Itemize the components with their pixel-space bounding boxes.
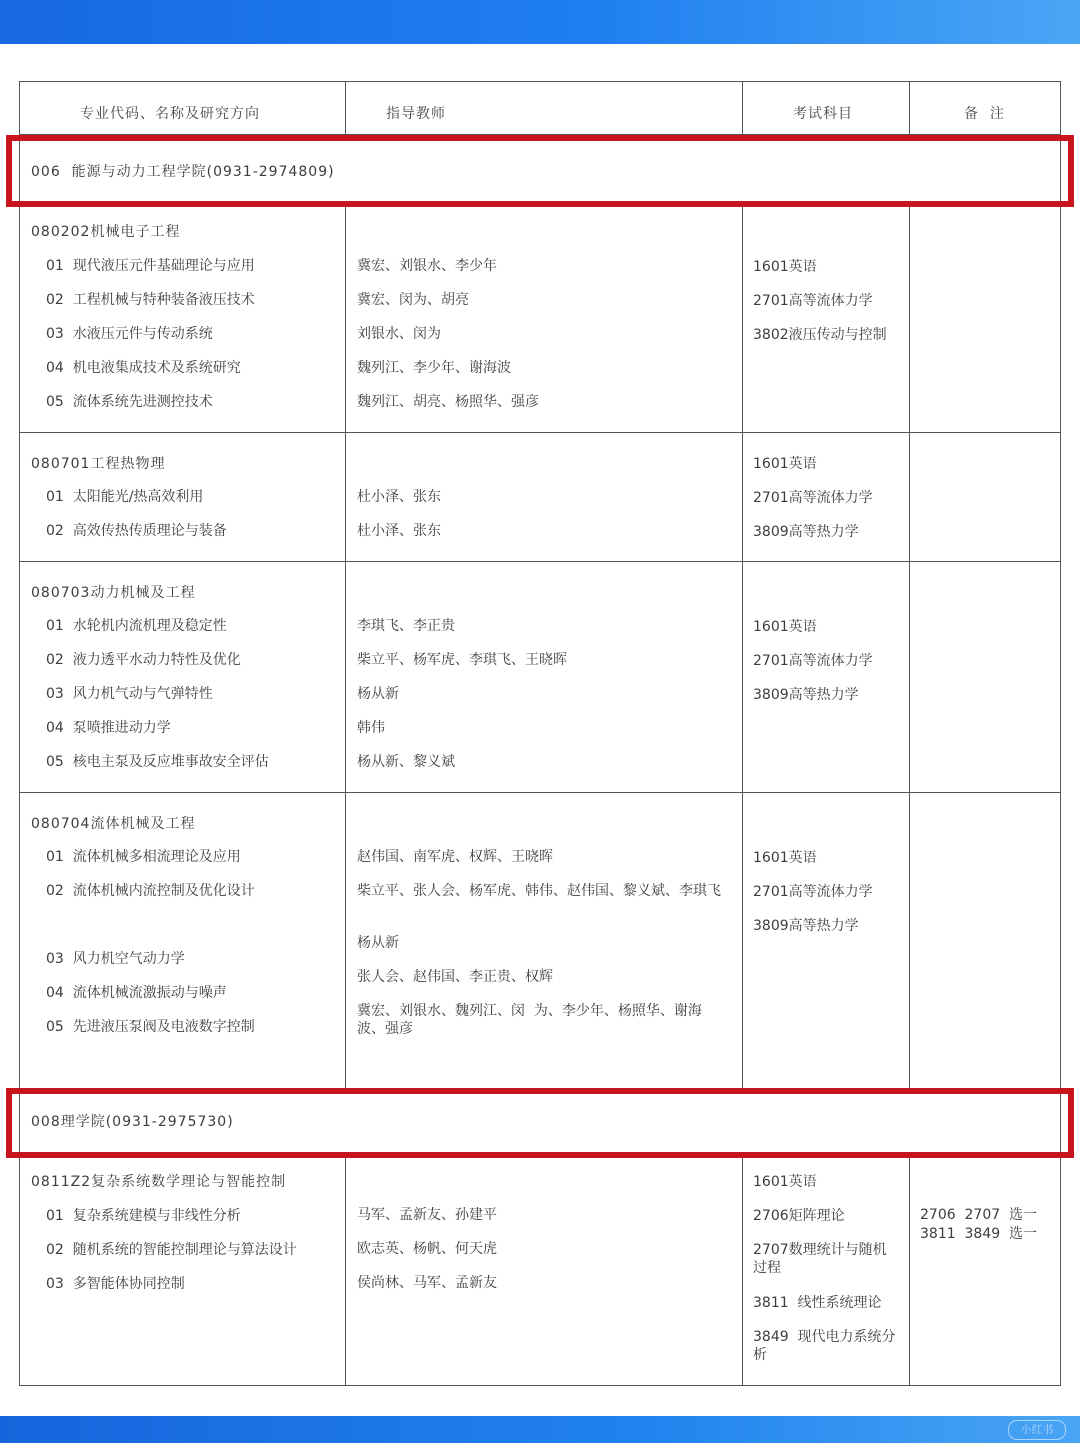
row-divider (19, 561, 1061, 562)
advisor-item: 魏列江、胡亮、杨照华、强彦 (357, 394, 539, 410)
advisor-item: 侯尚林、马军、孟新友 (357, 1275, 497, 1291)
advisor-item: 杨从新 (357, 686, 399, 702)
advisor-item: 杜小泽、张东 (357, 489, 441, 505)
advisor-item: 欧志英、杨帆、何天虎 (357, 1241, 497, 1257)
advisor-item: 李琪飞、李正贵 (357, 618, 455, 634)
exam-item: 1601英语 (753, 456, 817, 472)
exam-item: 3811 线性系统理论 (753, 1295, 882, 1311)
exam-item: 3849 现代电力系统分析 (753, 1329, 896, 1363)
row-divider (19, 432, 1061, 433)
header-remark: 备 注 (964, 106, 1005, 122)
major-title: 080701工程热物理 (31, 456, 166, 472)
major-title: 080202机械电子工程 (31, 224, 181, 240)
col-divider (742, 81, 743, 135)
exam-item: 2707数理统计与随机过程 (753, 1242, 887, 1276)
advisor-item: 冀宏、刘银水、魏列江、闵 为、李少年、杨照华、谢海波、强彦 (357, 1003, 702, 1037)
col-divider (345, 81, 346, 135)
exam-item: 1601英语 (753, 259, 817, 275)
col-divider (909, 81, 910, 135)
major-title: 080703动力机械及工程 (31, 585, 196, 601)
col-divider (909, 205, 910, 1090)
exam-item: 2701高等流体力学 (753, 490, 873, 506)
direction-item: 05 流体系统先进测控技术 (46, 394, 213, 410)
remark-line: 3811 3849 选一 (920, 1226, 1038, 1242)
direction-item: 04 泵喷推进动力学 (46, 720, 171, 736)
exam-item: 2706矩阵理论 (753, 1208, 845, 1224)
header-exam: 考试科目 (793, 106, 853, 122)
exam-item: 3809高等热力学 (753, 687, 859, 703)
direction-item: 04 流体机械流激振动与噪声 (46, 985, 227, 1001)
bottom-banner (0, 1416, 1080, 1443)
header-major: 专业代码、名称及研究方向 (80, 106, 260, 122)
major-title: 0811Z2复杂系统数学理论与智能控制 (31, 1174, 287, 1190)
col-divider (742, 1156, 743, 1386)
highlight-box (6, 135, 1074, 207)
row-divider (19, 792, 1061, 793)
exam-item: 1601英语 (753, 619, 817, 635)
exam-item: 3802液压传动与控制 (753, 327, 887, 343)
exam-item: 2701高等流体力学 (753, 653, 873, 669)
direction-item: 03 水液压元件与传动系统 (46, 326, 213, 342)
exam-item: 2701高等流体力学 (753, 884, 873, 900)
highlight-box (6, 1088, 1074, 1158)
col-divider (909, 1156, 910, 1386)
advisor-item: 冀宏、闵为、胡亮 (357, 292, 469, 308)
header-advisor: 指导教师 (386, 106, 446, 122)
advisor-item: 赵伟国、南军虎、权辉、王晓晖 (357, 849, 553, 865)
direction-item: 03 风力机气动与气弹特性 (46, 686, 213, 702)
exam-item: 2701高等流体力学 (753, 293, 873, 309)
direction-item: 01 太阳能光/热高效利用 (46, 489, 204, 505)
direction-item: 02 液力透平水动力特性及优化 (46, 652, 241, 668)
advisor-item: 冀宏、刘银水、李少年 (357, 258, 497, 274)
direction-item: 02 工程机械与特种装备液压技术 (46, 292, 255, 308)
top-banner (0, 0, 1080, 44)
advisor-item: 杜小泽、张东 (357, 523, 441, 539)
advisor-item: 柴立平、张人会、杨军虎、韩伟、赵伟国、黎义斌、李琪飞 (357, 883, 721, 899)
direction-item: 02 高效传热传质理论与装备 (46, 523, 227, 539)
exam-item: 3809高等热力学 (753, 918, 859, 934)
advisor-item: 杨从新 (357, 935, 399, 951)
direction-item: 02 流体机械内流控制及优化设计 (46, 883, 255, 899)
direction-item: 05 先进液压泵阀及电液数字控制 (46, 1019, 255, 1035)
advisor-item: 柴立平、杨军虎、李琪飞、王晓晖 (357, 652, 567, 668)
direction-item: 01 流体机械多相流理论及应用 (46, 849, 241, 865)
direction-item: 01 水轮机内流机理及稳定性 (46, 618, 227, 634)
college-title: 006 能源与动力工程学院(0931-2974809) (31, 164, 335, 180)
advisor-item: 马军、孟新友、孙建平 (357, 1207, 497, 1223)
advisor-item: 杨从新、黎义斌 (357, 754, 455, 770)
col-divider (345, 1156, 346, 1386)
college-title: 008理学院(0931-2975730) (31, 1114, 234, 1130)
direction-item: 01 现代液压元件基础理论与应用 (46, 258, 255, 274)
advisor-item: 魏列江、李少年、谢海波 (357, 360, 511, 376)
direction-item: 03 多智能体协同控制 (46, 1276, 185, 1292)
watermark-logo: 小红书 (1008, 1420, 1066, 1440)
remark-line: 2706 2707 选一 (920, 1207, 1038, 1223)
exam-item: 1601英语 (753, 850, 817, 866)
direction-item: 02 随机系统的智能控制理论与算法设计 (46, 1242, 297, 1258)
direction-item: 04 机电液集成技术及系统研究 (46, 360, 241, 376)
direction-item: 03 风力机空气动力学 (46, 951, 185, 967)
advisor-item: 张人会、赵伟国、李正贵、权辉 (357, 969, 553, 985)
exam-item: 1601英语 (753, 1174, 817, 1190)
col-divider (345, 205, 346, 1090)
exam-item: 3809高等热力学 (753, 524, 859, 540)
advisor-item: 韩伟 (357, 720, 385, 736)
col-divider (742, 205, 743, 1090)
major-title: 080704流体机械及工程 (31, 816, 196, 832)
direction-item: 01 复杂系统建模与非线性分析 (46, 1208, 241, 1224)
direction-item: 05 核电主泵及反应堆事故安全评估 (46, 754, 269, 770)
advisor-item: 刘银水、闵为 (357, 326, 441, 342)
